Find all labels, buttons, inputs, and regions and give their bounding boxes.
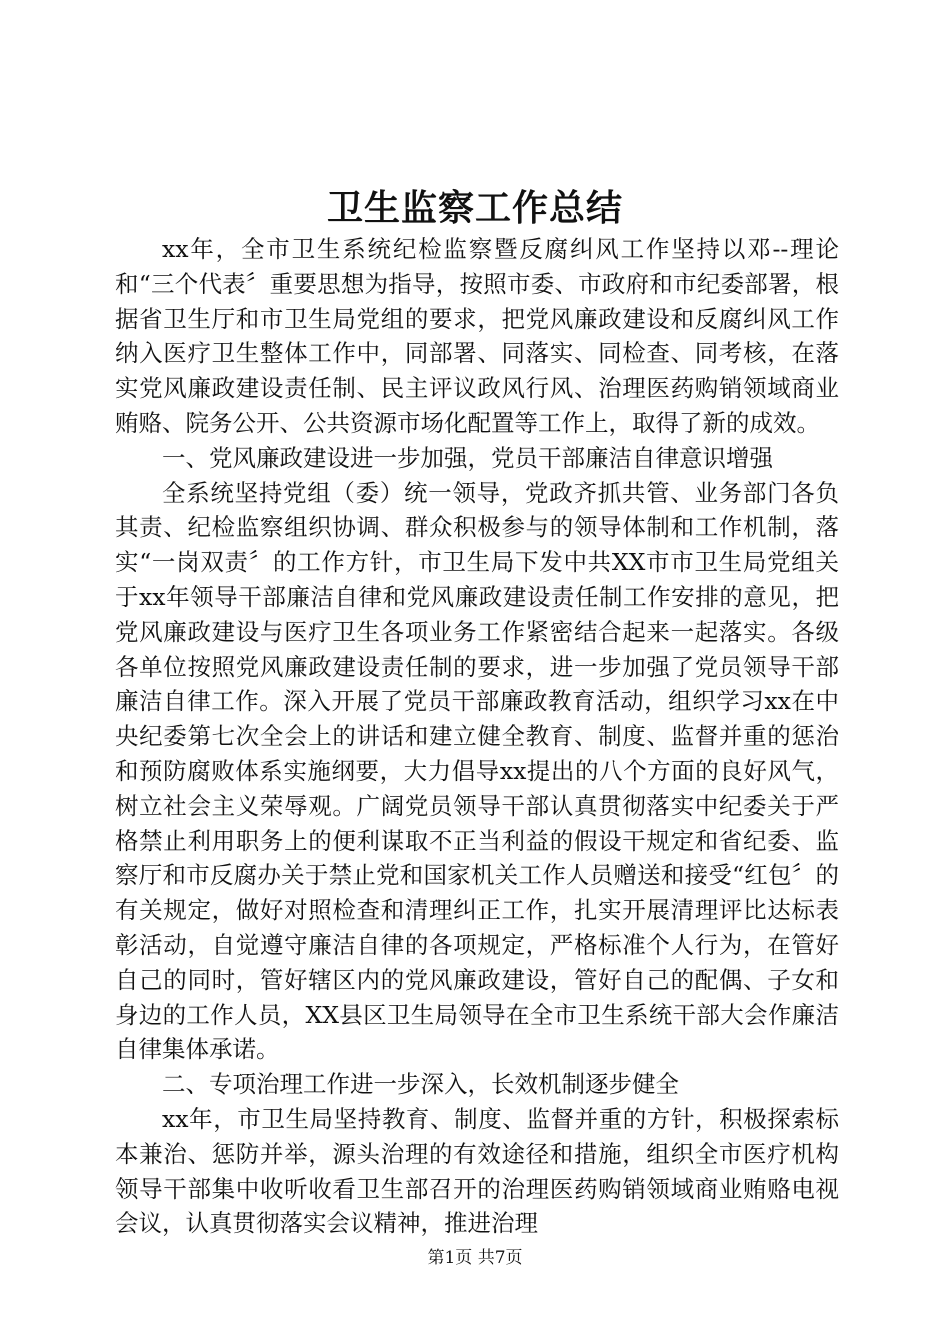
document-title: 卫生监察工作总结 bbox=[326, 187, 623, 229]
paragraph-intro: xx年，全市卫生系统纪检监察暨反腐纠风工作坚持以邓--理论和“三个代表〞重要思想为指导，按照市委、市政府和市纪委部署，根据省卫生厅和市卫生局党组的要求，把党风廉政建设和反腐纠风工作纳入医疗卫生整体工作中，同部署、同落实、同检查、同考核，在落实党风廉政建设责任制、民主评议政风行风、治理医药购销领域商业贿赂、院务公开、公共资源市场化配置等工作上，取得了新的成效。 bbox=[115, 235, 839, 437]
section-heading-2: 二、专项治理工作进一步深入，长效机制逐步健全 bbox=[162, 1070, 679, 1099]
paragraph-section-2: xx年，市卫生局坚持教育、制度、监督并重的方针，积极探索标本兼治、惩防并举，源头治理的有效途径和措施，组织全市医疗机构领导干部集中收听收看卫生部召开的治理医药购销领域商业贿赂电视 会议，认真贯彻落实会议精神，推进治理 bbox=[115, 1104, 886, 1238]
section-heading-1: 一、党风廉政建设进一步加强，党员干部廉洁自律意识增强 bbox=[162, 443, 773, 472]
page-number-footer: 第1页 共7页 bbox=[427, 1248, 523, 1268]
paragraph-section-1: 全系统坚持党组（委）统一领导，党政齐抓共管、业务部门各负其责、纪检监察组织协调、群众积极参与的领导体制和工作机制，落实“一岗双责〞的工作方针，市卫生局下发中共XX市市卫生局党组关于xx年领导干部廉洁自律和党风廉政建设责任制工作安排的意见，把党风廉政建设与医疗卫生各项业务工作紧密结合起来一起落实。各级各单位按照党风廉政建设责任制的要求，进一步加强了党员领导干部廉洁自律工作。深入开展了党员干部廉政教育活动，组织学习xx在中央纪委第七次全会上的讲话和建立健全教育、制度、监督并重的惩治和预防腐败体系实施纲要，大力倡导xx提出的八个方面的良好风气，树立社会主义荣辱观。广阔党员领导干部认真贯彻落实中纪委关于严格禁止利用职务上的便利谋取不正当利益的假设干规定和省纪委、监察厅和市反腐办关于禁止党和国家机关工作人员赠送和接受“红包〞的有关规定，做好对照检查和清理纠正工作，扎实开展清理评比达标表彰活动，自觉遵守廉洁自律的各项规定，严格标准个人行为，在管好自己的同时，管好辖区内的党风廉政建设，管好自己的配偶、子女和身边的工作人员，XX县区卫生局领导在全市卫生系统干部大会作廉洁自律集体承诺。 bbox=[115, 478, 839, 1064]
document-body bbox=[115, 232, 886, 1241]
